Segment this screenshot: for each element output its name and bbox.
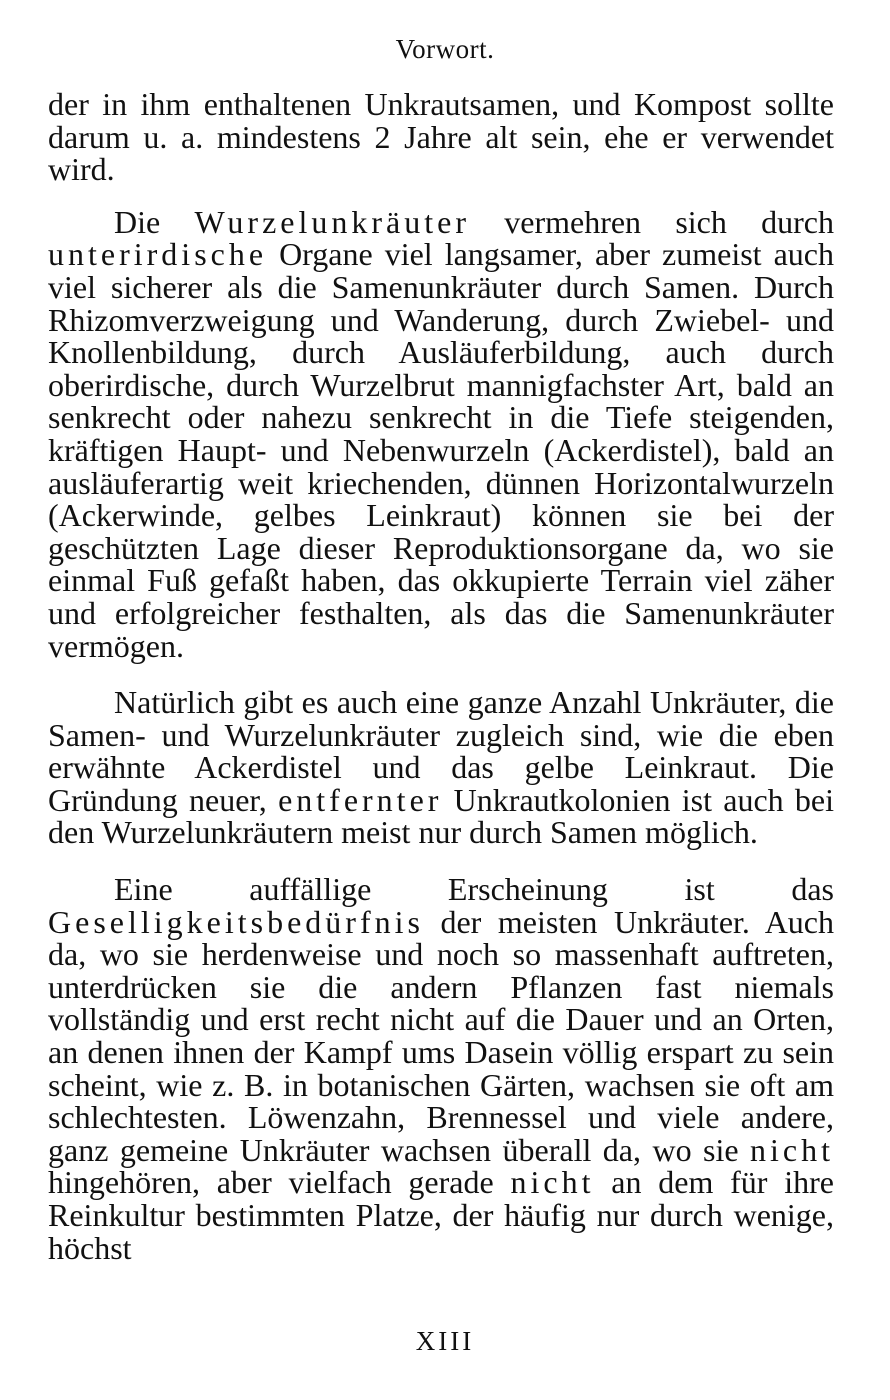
paragraph xyxy=(48,686,834,849)
text-run: hingehören, aber vielfach gerade xyxy=(48,1164,511,1201)
text-run: vermehren sich durch xyxy=(469,203,835,240)
text-run: an dem für ihre Reinkultur bestimmten Platze, der häufig nur durch wenige, höchst xyxy=(48,1164,835,1266)
paragraph xyxy=(48,88,834,186)
spaced-emphasis: unterirdische xyxy=(48,236,268,273)
paragraph xyxy=(48,203,835,664)
spaced-emphasis: Geselligkeitsbedürfnis xyxy=(48,903,424,940)
spaced-emphasis: Wurzelunkräuter xyxy=(194,203,470,240)
body-text xyxy=(48,88,834,1288)
paragraph xyxy=(48,873,834,1264)
page-number: XIII xyxy=(415,1326,475,1356)
spaced-emphasis: entfernter xyxy=(278,781,443,818)
running-header: Vorwort. xyxy=(395,34,495,64)
spaced-emphasis: nicht xyxy=(510,1164,595,1201)
text-run: Organe viel langsamer, aber zumeist auch viel sicherer als die Samenunkräuter durch Samen. Durch Rhizomverzweigung und Wanderung, durch Zwiebel- und Knollenbildung, durch Ausläuferbildung, auch durch oberirdische, durch Wurzelbrut mannigfachster Art, bald an senkrecht oder nahezu senkrecht in die Tiefe steigenden, kräftigen Haupt- und Nebenwurzeln (Ackerdistel), bald an ausläuferartig weit kriechenden, dünnen Horizontalwurzeln (Ackerwinde, gelbes Leinkraut) können sie bei der geschützten Lage dieser Reproduktionsorgane da, wo sie einmal Fuß gefaßt haben, das okkupierte Terrain viel zäher und erfolgreicher festhalten, als das die Samenunkräuter vermögen. xyxy=(48,236,834,664)
text-run: der meisten Unkräuter. Auch da, wo sie herdenweise und noch so massenhaft auftreten, unterdrücken sie die andern Pflanzen fast niemals vollständig und erst recht nicht auf die Dauer und an Orten, an denen ihnen der Kampf ums Dasein völlig erspart zu sein scheint, wie z. B. in botanischen Gärten, wachsen sie oft am schlechtesten. Löwenzahn, Brennessel und viele andere, ganz gemeine Unkräuter wachsen überall da, wo sie xyxy=(48,903,834,1168)
text-run: Die xyxy=(114,203,195,240)
text-run: Natürlich gibt es auch eine ganze Anzahl Unkräuter, die Samen- und Wurzelunkräuter zugleich sind, wie die eben erwähnte Ackerdistel und das gelbe Leinkraut. Die Gründung neuer, xyxy=(48,684,834,818)
text-run: der in ihm enthaltenen Unkrautsamen, und Kompost sollte darum u. a. mindestens 2 Jahre alt sein, ehe er verwendet wird. xyxy=(48,86,834,188)
spaced-emphasis: nicht xyxy=(750,1131,834,1168)
text-run: Eine auffällige Erscheinung ist das xyxy=(114,871,834,908)
text-run: Unkrautkolonien ist auch bei den Wurzelunkräutern meist nur durch Samen möglich. xyxy=(48,781,835,851)
